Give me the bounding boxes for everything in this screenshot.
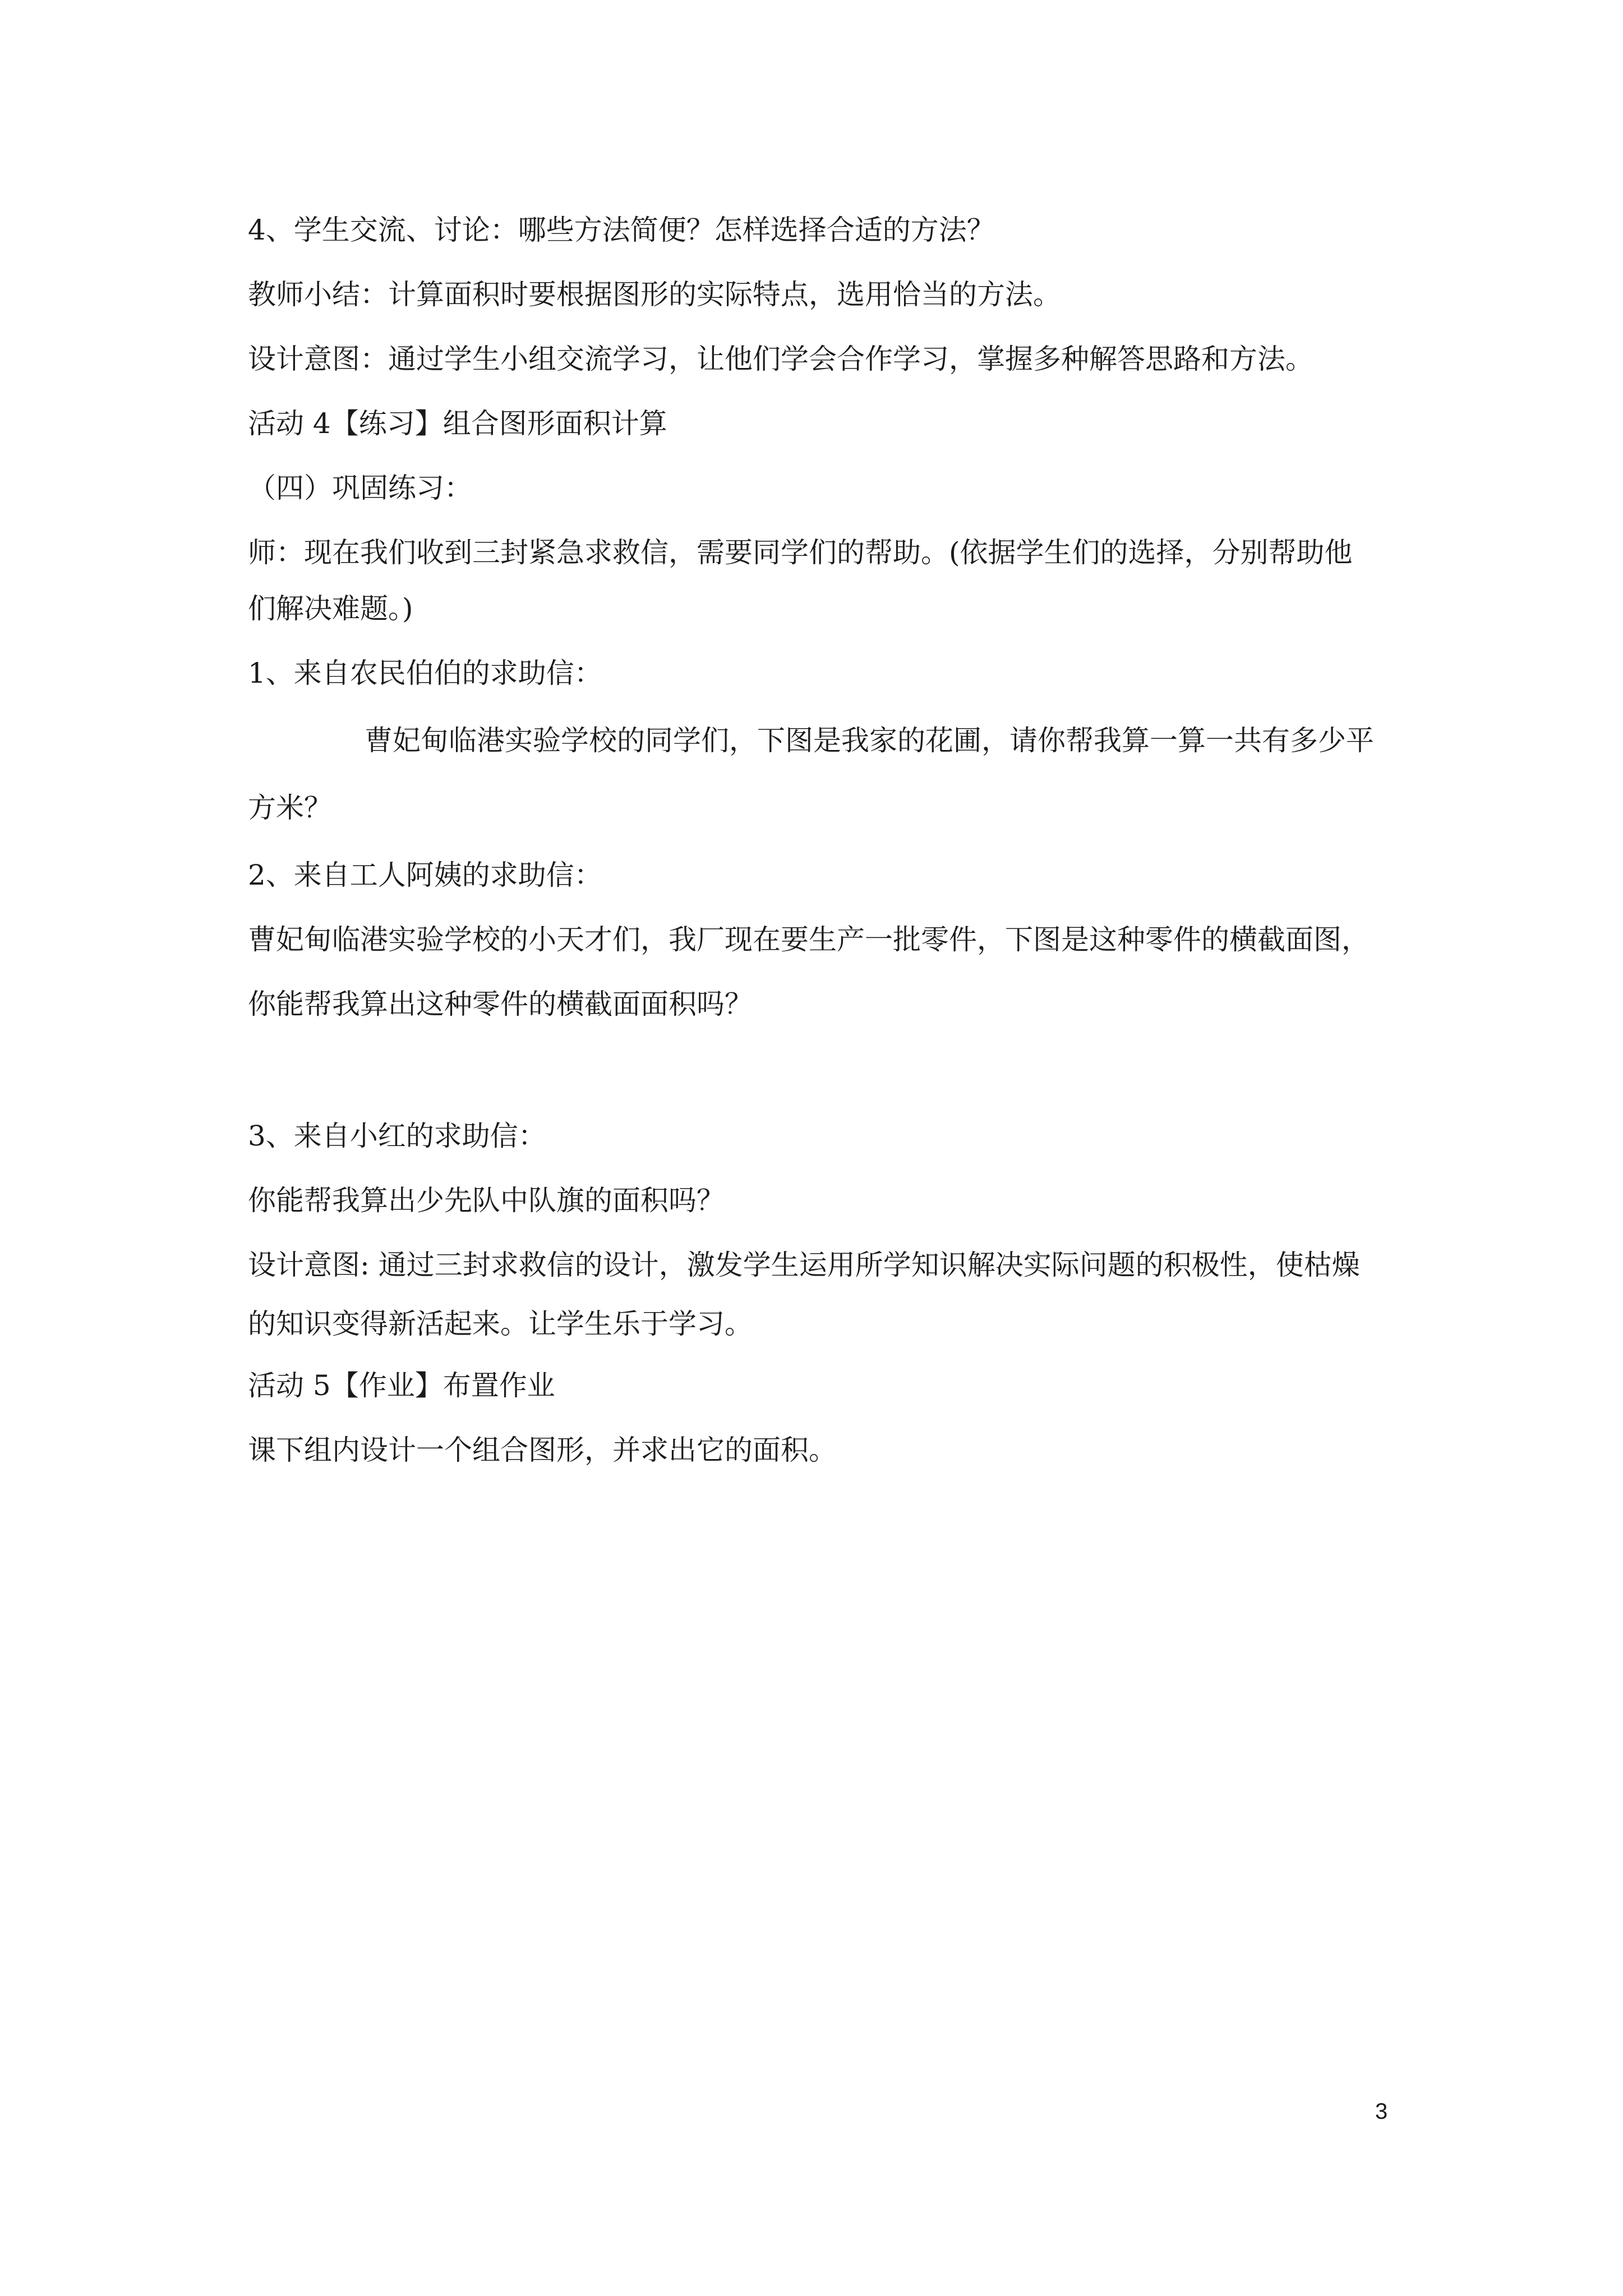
paragraph-line: 师：现在我们收到三封紧急求救信，需要同学们的帮助。(依据学生们的选择，分别帮助他 <box>248 536 1353 569</box>
paragraph-line: 你能帮我算出这种零件的横截面面积吗？ <box>248 988 753 1020</box>
list-item: 2、来自工人阿姨的求助信： <box>248 859 602 891</box>
section-heading: 活动 5【作业】布置作业 <box>248 1369 555 1402</box>
paragraph-line: 设计意图：通过学生小组交流学习，让他们学会合作学习，掌握多种解答思路和方法。 <box>248 343 1313 375</box>
paragraph-line: 你能帮我算出少先队中队旗的面积吗？ <box>248 1184 725 1217</box>
list-item: 3、来自小红的求助信： <box>248 1120 546 1152</box>
paragraph-line: 曹妃甸临港实验学校的同学们，下图是我家的花圃，请你帮我算一算一共有多少平 <box>365 724 1374 757</box>
paragraph-line: 教师小结：计算面积时要根据图形的实际特点，选用恰当的方法。 <box>248 278 1061 311</box>
paragraph-line: 的知识变得新活起来。让学生乐于学习。 <box>248 1308 753 1340</box>
paragraph-line: 方米？ <box>248 792 332 824</box>
paragraph-line: 设计意图: 通过三封求救信的设计，激发学生运用所学知识解决实际问题的积极性，使枯燥 <box>248 1249 1360 1281</box>
section-heading: 活动 4【练习】组合图形面积计算 <box>248 407 667 440</box>
page-number: 3 <box>1375 2099 1388 2124</box>
paragraph-line: 曹妃甸临港实验学校的小天才们，我厂现在要生产一批零件，下图是这种零件的横截面图， <box>248 923 1370 956</box>
section-heading: （四）巩固练习： <box>248 472 472 504</box>
paragraph-line: 4、学生交流、讨论：哪些方法简便？怎样选择合适的方法？ <box>248 214 995 246</box>
paragraph-line: 们解决难题。) <box>248 592 413 625</box>
paragraph-line: 课下组内设计一个组合图形，并求出它的面积。 <box>248 1434 837 1466</box>
list-item: 1、来自农民伯伯的求助信： <box>248 657 602 689</box>
